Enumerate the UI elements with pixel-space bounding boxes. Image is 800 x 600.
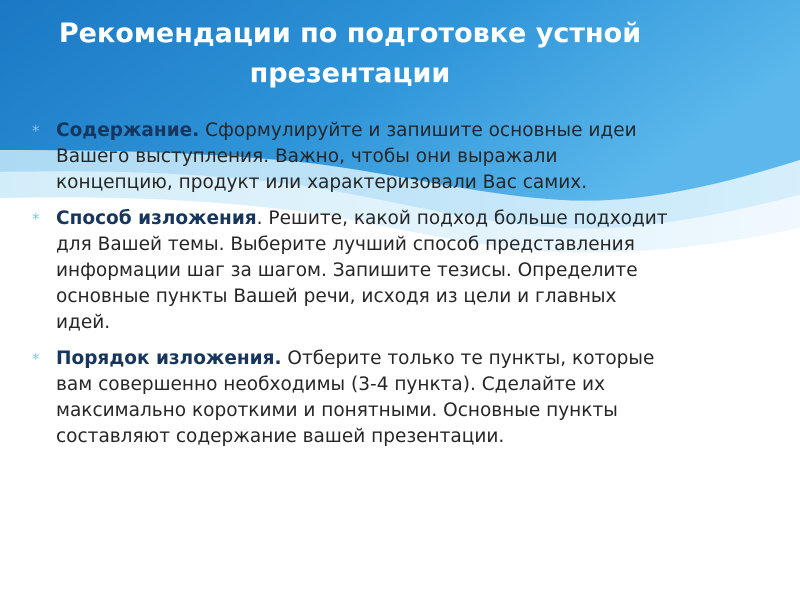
star-bullet-icon: * [32,350,40,368]
bullet-heading: Содержание. [56,120,200,141]
slide-title: Рекомендации по подготовке устной презентации [58,18,642,89]
bullet-item-method [32,206,672,336]
bullet-text: Отберите только те пункты, которые вам совершенно необходимы (3-4 пункта). Сделайте их максимально короткими и понятными. Основные пункты составляют содержание вашей презентации. [56,348,655,447]
star-bullet-icon: * [32,122,40,140]
bullet-text: . Решите, какой подход больше подходит для Вашей темы. Выберите лучший способ представления информации шаг за шагом. Запишите тезисы. Определите основные пункты Вашей речи, исходя из цели и главных идей. [56,208,668,333]
bullet-text: Сформулируйте и запишите основные идеи Вашего выступления. Важно, чтобы они выражали концепцию, продукт или характеризовали Вас самих. [56,120,637,193]
bullet-item-order [32,346,672,450]
bullet-list [32,118,672,460]
bullet-heading: Порядок изложения. [56,348,282,369]
bullet-item-content [32,118,672,196]
star-bullet-icon: * [32,210,40,228]
bullet-heading: Способ изложения [56,208,257,229]
